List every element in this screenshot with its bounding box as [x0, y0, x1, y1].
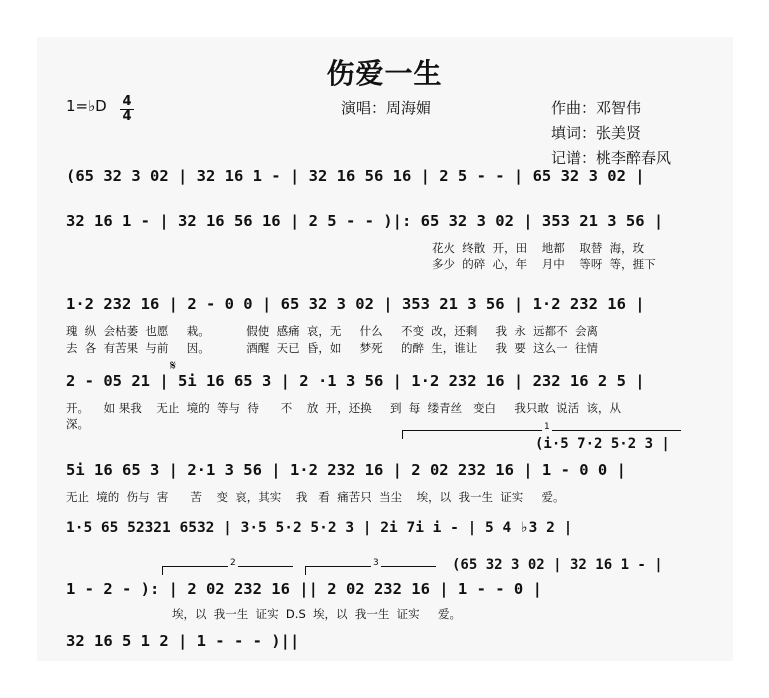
singer: 演唱：周海媚 [341, 99, 432, 117]
score-line-3: 1·2 232 16 | 2 - 0 0 | 65 32 3 02 | 353 21 3 56 | 1·2 232 16 | [66, 295, 645, 313]
score-line-5: 5i 16 65 3 | 2·1 3 56 | 1·2 232 16 | 2 02 232 16 | 1 - 0 0 | [66, 461, 626, 479]
score-line-2: 32 16 1 - | 32 16 56 16 | 2 5 - - )|: 65 32 3 02 | 353 21 3 56 | [66, 212, 664, 230]
time-top: 4 [122, 94, 132, 109]
lyricist: 填词：张美贤 [551, 124, 642, 142]
volta-bracket-3: 3 [305, 566, 436, 575]
score-line-8: 32 16 5 1 2 | 1 - - - )|| [66, 632, 300, 650]
transcriber: 记谱：桃李醉春风 [551, 149, 672, 167]
lyric-line-4b: 深。 [66, 417, 89, 431]
lyric-line-2b: 多少 的碎 心，年 月中 等呀 等，捱下 [432, 257, 656, 271]
score-line-6: 1·5 65 52321 6532 | 3·5 5·2 5·2 3 | 2i 7i i - | 5 4 ♭3 2 | [66, 520, 573, 536]
volta-bracket-2: 2 [162, 566, 293, 575]
score-line-5-intro: (i·5 7·2 5·2 3 | [535, 436, 670, 452]
lyric-line-7: 埃，以 我一生 证实 D.S 埃，以 我一生 证实 爱。 [172, 607, 461, 621]
score-line-7-tail-intro: (65 32 3 02 | 32 16 1 - | [452, 557, 663, 573]
time-signature [119, 95, 135, 124]
score-line-7: 1 - 2 - ): | 2 02 232 16 || 2 02 232 16 | 1 - - 0 | [66, 580, 542, 598]
segno-mark: 𝄋 [170, 358, 177, 374]
volta-bracket-1: 1 [402, 430, 681, 439]
lyric-line-2a: 花火 终散 开，田 地都 取替 海，玫 [432, 241, 645, 255]
lyric-line-5: 无止 境的 伤与 害 苦 变 哀，其实 我 看 痛苦只 当尘 埃，以 我一生 证实 爱。 [66, 490, 565, 504]
key-signature: 1=♭D [66, 97, 107, 115]
lyric-line-4a: 开。 如 果我 无止 境的 等与 待 不 放 开，还换 到 每 缕青丝 变白 我只敢 说活 该，从 [66, 401, 621, 415]
song-title: 伤爱一生 [326, 57, 443, 90]
score-line-4: 2 - 05 21 | 5i 16 65 3 | 2 ·1 3 56 | 1·2 232 16 | 232 16 2 5 | [66, 372, 645, 390]
lyric-line-3b: 去 各 有苦果 与前 因。 酒醒 天已 昏，如 梦死 的醉 生，谁让 我 要 这么一 往情 [66, 341, 598, 355]
composer: 作曲：邓智伟 [551, 99, 642, 117]
time-bottom: 4 [122, 109, 132, 124]
score-line-1: (65 32 3 02 | 32 16 1 - | 32 16 56 16 | 2 5 - - | 65 32 3 02 | [66, 167, 645, 185]
lyric-line-3a: 瑰 纵 会枯萎 也愿 栽。 假使 感痛 哀，无 什么 不变 改，还剩 我 永 远都不 会离 [66, 324, 598, 338]
